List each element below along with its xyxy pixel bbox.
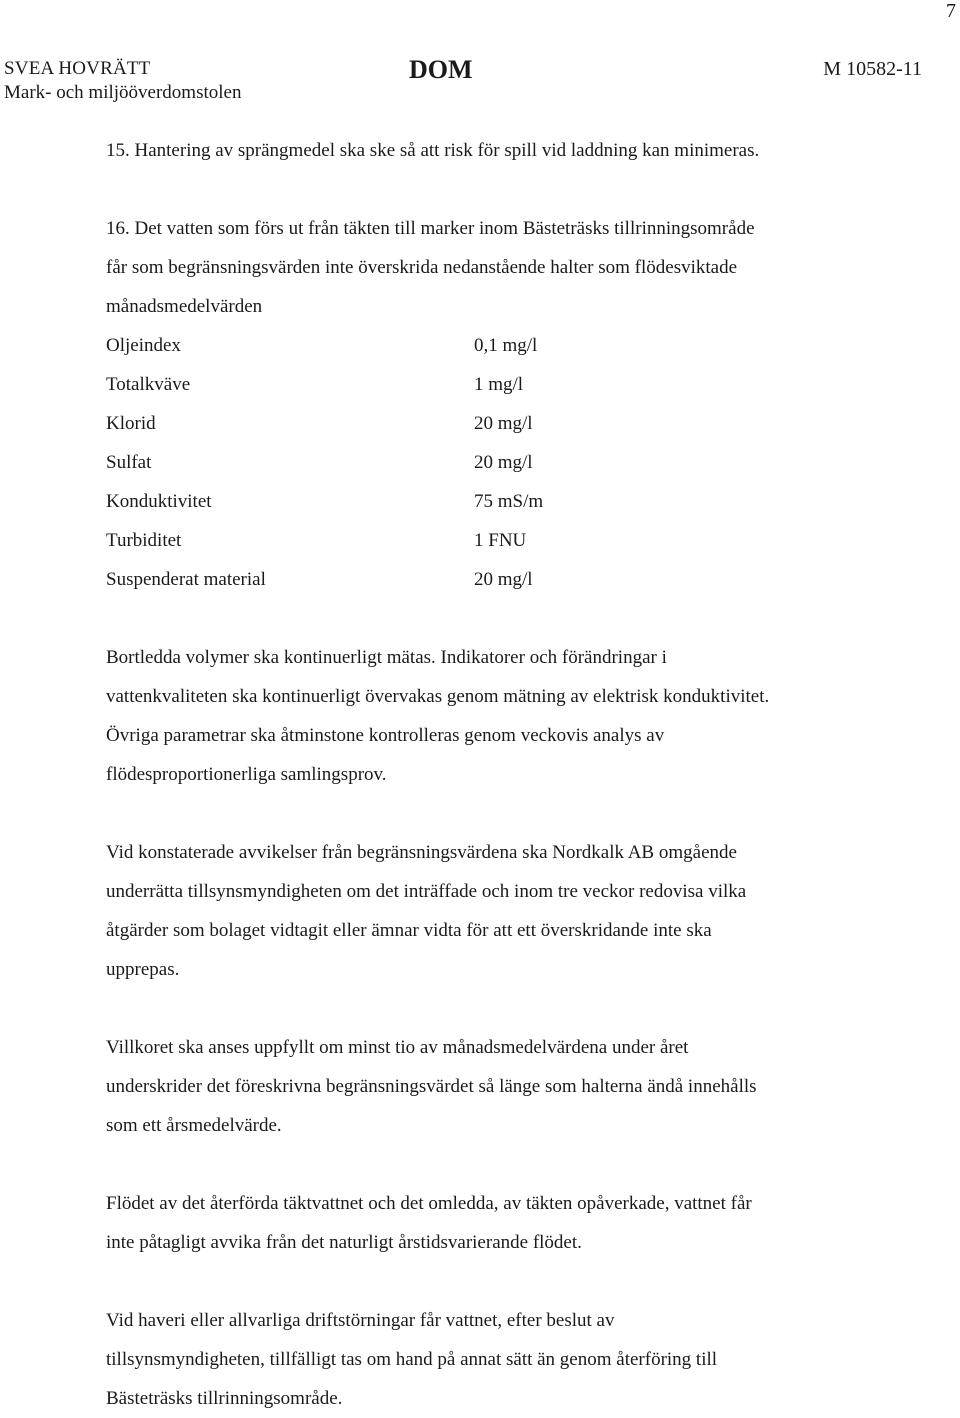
paragraph-gap <box>106 1145 906 1184</box>
parameter-value: 1 mg/l <box>474 374 524 395</box>
paragraph-monitoring <box>106 638 906 794</box>
document-body <box>106 131 906 1418</box>
paragraph-flow <box>106 1184 906 1262</box>
paragraph-compliance <box>106 1028 906 1145</box>
condition-16-line: 16. Det vatten som förs ut från täkten till marker inom Bästeträsks tillrinningsområde <box>106 218 755 239</box>
paragraph-line: Bästeträsks tillrinningsområde. <box>106 1388 343 1409</box>
table-row <box>106 365 674 404</box>
paragraph-line: Vid haveri eller allvarliga driftstörningar får vattnet, efter beslut av <box>106 1310 615 1331</box>
paragraph-line: flödesproportionerliga samlingsprov. <box>106 764 387 785</box>
page-number: 7 <box>946 0 956 22</box>
condition-16 <box>106 209 906 599</box>
paragraph-line: Flödet av det återförda täktvattnet och det omledda, av täkten opåverkade, vattnet får <box>106 1193 752 1214</box>
document-type: DOM <box>409 55 473 84</box>
paragraph-line: underrätta tillsynsmyndigheten om det inträffade och inom tre veckor redovisa vilka <box>106 881 747 902</box>
court-division: Mark- och miljööverdomstolen <box>4 82 242 103</box>
paragraph-line: underskrider det föreskrivna begränsningsvärdet så länge som halterna ändå innehålls <box>106 1076 757 1097</box>
parameter-name: Suspenderat material <box>106 569 266 590</box>
condition-16-line: får som begränsningsvärden inte överskrida nedanstående halter som flödesviktade <box>106 257 738 278</box>
parameter-value: 0,1 mg/l <box>474 335 538 356</box>
paragraph-line: åtgärder som bolaget vidtagit eller ämnar vidta för att ett överskridande inte ska <box>106 920 712 941</box>
paragraph-deviations <box>106 833 906 989</box>
table-row <box>106 482 674 521</box>
condition-16-line: månadsmedelvärden <box>106 296 263 317</box>
paragraph-breakdown <box>106 1301 906 1418</box>
parameter-value: 20 mg/l <box>474 413 533 434</box>
paragraph-line: vattenkvaliteten ska kontinuerligt övervakas genom mätning av elektrisk konduktivitet. <box>106 686 770 707</box>
parameter-name: Klorid <box>106 413 156 434</box>
parameter-value: 1 FNU <box>474 530 527 551</box>
parameter-value: 20 mg/l <box>474 569 533 590</box>
paragraph-gap <box>106 989 906 1028</box>
paragraph-line: Vid konstaterade avvikelser från begränsningsvärdena ska Nordkalk AB omgående <box>106 842 737 863</box>
parameter-value: 75 mS/m <box>474 491 544 512</box>
paragraph-line: upprepas. <box>106 959 180 980</box>
court-header <box>4 57 241 105</box>
paragraph-line: Övriga parametrar ska åtminstone kontrolleras genom veckovis analys av <box>106 725 665 746</box>
table-row <box>106 326 674 365</box>
paragraph-gap <box>106 1262 906 1301</box>
paragraph-line: som ett årsmedelvärde. <box>106 1115 282 1136</box>
table-row <box>106 521 674 560</box>
parameter-name: Oljeindex <box>106 335 181 356</box>
parameter-name: Konduktivitet <box>106 491 212 512</box>
limit-values-table <box>106 326 674 599</box>
table-row <box>106 560 674 599</box>
paragraph-gap <box>106 599 906 638</box>
paragraph-line: inte påtagligt avvika från det naturligt årstidsvarierande flödet. <box>106 1232 582 1253</box>
paragraph-line: Villkoret ska anses uppfyllt om minst tio av månadsmedelvärdena under året <box>106 1037 689 1058</box>
paragraph-gap <box>106 794 906 833</box>
court-name: SVEA HOVRÄTT <box>4 58 151 79</box>
condition-15: 15. Hantering av sprängmedel ska ske så att risk för spill vid laddning kan minimeras. <box>106 140 760 161</box>
case-number: M 10582-11 <box>823 58 922 80</box>
parameter-name: Sulfat <box>106 452 152 473</box>
parameter-name: Totalkväve <box>106 374 191 395</box>
table-row <box>106 404 674 443</box>
paragraph-line: Bortledda volymer ska kontinuerligt mätas. Indikatorer och förändringar i <box>106 647 667 668</box>
paragraph-line: tillsynsmyndigheten, tillfälligt tas om hand på annat sätt än genom återföring till <box>106 1349 718 1370</box>
parameter-name: Turbiditet <box>106 530 182 551</box>
table-row <box>106 443 674 482</box>
parameter-value: 20 mg/l <box>474 452 533 473</box>
